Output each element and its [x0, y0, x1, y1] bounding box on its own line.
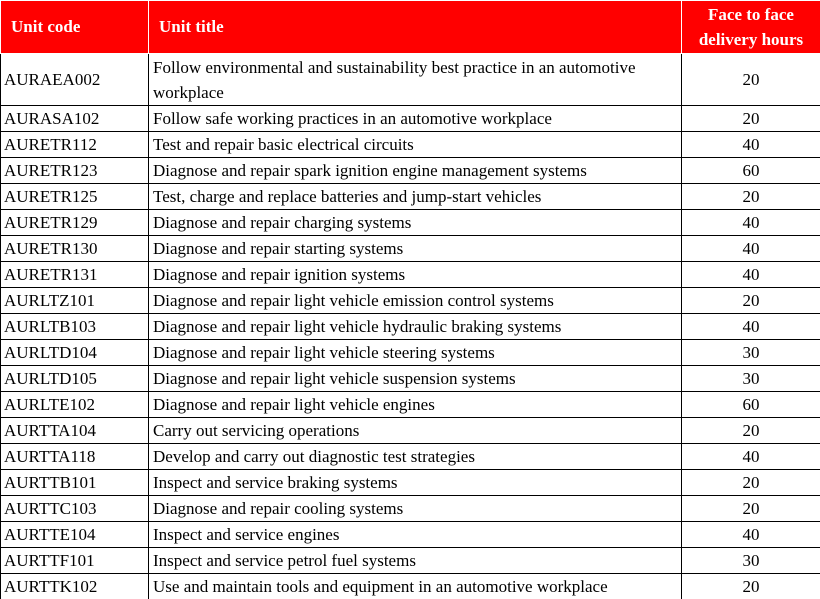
unit-title-cell: Follow environmental and sustainability best practice in an automotive workplace [149, 54, 682, 106]
unit-title-cell: Diagnose and repair light vehicle steering systems [149, 340, 682, 366]
unit-code-cell: AURLTZ101 [1, 288, 149, 314]
unit-code-cell: AURETR125 [1, 184, 149, 210]
delivery-hours-cell: 40 [682, 132, 820, 158]
delivery-hours-cell: 40 [682, 210, 820, 236]
unit-code-cell: AURLTE102 [1, 392, 149, 418]
table-row [1, 236, 820, 262]
delivery-hours-cell: 40 [682, 262, 820, 288]
unit-title-cell: Carry out servicing operations [149, 418, 682, 444]
table-row [1, 444, 820, 470]
table-row [1, 184, 820, 210]
table-row [1, 54, 820, 106]
unit-title-cell: Follow safe working practices in an automotive workplace [149, 106, 682, 132]
delivery-hours-cell: 30 [682, 548, 820, 574]
delivery-hours-cell: 20 [682, 418, 820, 444]
unit-title-cell: Diagnose and repair light vehicle hydraulic braking systems [149, 314, 682, 340]
table-row [1, 392, 820, 418]
delivery-hours-cell: 40 [682, 444, 820, 470]
table-row [1, 340, 820, 366]
column-header-delivery-hours: Face to face delivery hours [682, 1, 820, 54]
table-row [1, 132, 820, 158]
delivery-hours-cell: 20 [682, 184, 820, 210]
table-row [1, 574, 820, 599]
unit-title-cell: Diagnose and repair light vehicle emission control systems [149, 288, 682, 314]
unit-code-cell: AURLTD104 [1, 340, 149, 366]
unit-title-cell: Diagnose and repair spark ignition engine management systems [149, 158, 682, 184]
delivery-hours-cell: 30 [682, 340, 820, 366]
unit-code-cell: AURETR123 [1, 158, 149, 184]
unit-code-cell: AURASA102 [1, 106, 149, 132]
unit-code-cell: AURAEA002 [1, 54, 149, 106]
delivery-hours-cell: 20 [682, 574, 820, 599]
delivery-hours-cell: 20 [682, 496, 820, 522]
unit-title-cell: Diagnose and repair cooling systems [149, 496, 682, 522]
unit-title-cell: Diagnose and repair light vehicle suspension systems [149, 366, 682, 392]
table-row [1, 210, 820, 236]
unit-code-cell: AURETR112 [1, 132, 149, 158]
unit-code-cell: AURTTF101 [1, 548, 149, 574]
delivery-hours-cell: 60 [682, 392, 820, 418]
unit-code-cell: AURETR129 [1, 210, 149, 236]
unit-title-cell: Test, charge and replace batteries and jump-start vehicles [149, 184, 682, 210]
delivery-hours-cell: 40 [682, 314, 820, 340]
table-row [1, 418, 820, 444]
delivery-hours-cell: 20 [682, 106, 820, 132]
unit-code-cell: AURTTA118 [1, 444, 149, 470]
delivery-hours-cell: 20 [682, 288, 820, 314]
table-body [1, 54, 820, 599]
unit-title-cell: Diagnose and repair light vehicle engines [149, 392, 682, 418]
unit-title-cell: Develop and carry out diagnostic test strategies [149, 444, 682, 470]
delivery-hours-cell: 40 [682, 522, 820, 548]
table-row [1, 288, 820, 314]
unit-code-cell: AURETR131 [1, 262, 149, 288]
table-row [1, 496, 820, 522]
unit-title-cell: Inspect and service braking systems [149, 470, 682, 496]
unit-title-cell: Diagnose and repair charging systems [149, 210, 682, 236]
unit-code-cell: AURTTC103 [1, 496, 149, 522]
delivery-hours-cell: 20 [682, 470, 820, 496]
table-row [1, 314, 820, 340]
unit-code-cell: AURTTK102 [1, 574, 149, 599]
unit-title-cell: Test and repair basic electrical circuits [149, 132, 682, 158]
unit-title-cell: Diagnose and repair starting systems [149, 236, 682, 262]
column-header-unit-title: Unit title [149, 1, 682, 54]
unit-title-cell: Inspect and service engines [149, 522, 682, 548]
table-row [1, 522, 820, 548]
table-row [1, 158, 820, 184]
unit-title-cell: Use and maintain tools and equipment in an automotive workplace [149, 574, 682, 599]
unit-code-cell: AURTTE104 [1, 522, 149, 548]
table-row [1, 262, 820, 288]
delivery-hours-cell: 30 [682, 366, 820, 392]
unit-title-cell: Diagnose and repair ignition systems [149, 262, 682, 288]
delivery-hours-cell: 40 [682, 236, 820, 262]
delivery-hours-cell: 20 [682, 54, 820, 106]
unit-title-cell: Inspect and service petrol fuel systems [149, 548, 682, 574]
table-header-row [1, 1, 820, 54]
delivery-hours-cell: 60 [682, 158, 820, 184]
unit-code-cell: AURLTB103 [1, 314, 149, 340]
table-row [1, 106, 820, 132]
unit-code-cell: AURETR130 [1, 236, 149, 262]
unit-code-cell: AURTTB101 [1, 470, 149, 496]
table-row [1, 470, 820, 496]
table-row [1, 548, 820, 574]
table-row [1, 366, 820, 392]
column-header-unit-code: Unit code [1, 1, 149, 54]
unit-code-cell: AURLTD105 [1, 366, 149, 392]
unit-code-cell: AURTTA104 [1, 418, 149, 444]
